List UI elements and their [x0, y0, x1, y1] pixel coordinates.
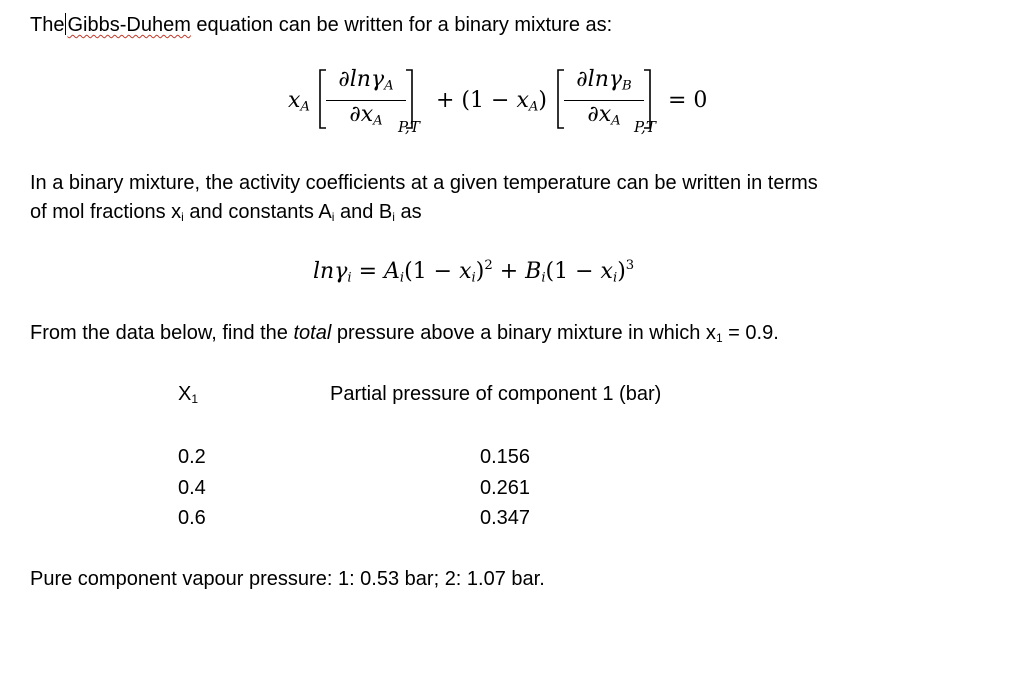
table-cell: 0.6 — [178, 507, 206, 529]
intro-paragraph[interactable] — [30, 11, 612, 39]
table-header-partial-pressure: Partial pressure of component 1 (bar) — [330, 383, 662, 405]
table-cell: 0.261 — [480, 476, 531, 499]
intro-rest: equation can be written for a binary mixture as: — [190, 14, 613, 36]
gibbs-duhem-equation — [0, 60, 1024, 145]
frac1: ∂lnγ$_A$ $\partial x_A$ — [326, 66, 406, 136]
table-cell: 0.156 — [480, 446, 531, 468]
table-header-x1: $X_1$ — [178, 383, 199, 406]
eq-xa: $x_A$ — [288, 88, 310, 115]
frac2: ∂lnγ$_B$ $\partial x_A$ — [564, 66, 644, 136]
eq-middle: + $(1 - x_A)$ — [436, 88, 547, 115]
pt-subscript-2: P,T — [634, 118, 656, 136]
emphasis-total: total — [293, 322, 332, 344]
intro-word-the: The — [30, 14, 65, 36]
table-cell: 0.2 — [178, 446, 206, 468]
eq-rhs: = 0 — [668, 88, 708, 113]
activity-paragraph-line1[interactable]: In a binary mixture, the activity coefficients at a given temperature can be written in terms — [30, 172, 818, 194]
question-paragraph[interactable]: From the data below, find the total pressure above a binary mixture in which $x_1 = 0.9$. — [30, 322, 779, 345]
table-column-x1 — [178, 442, 206, 534]
pt-subscript-1: P,T — [398, 118, 420, 136]
table-cell: 0.4 — [178, 476, 206, 499]
activity-equation: $\ln\gamma_i = A_i(1 - x_i)^2 + B_i(1 - x_i)^3$ — [313, 258, 635, 286]
table-column-partial-pressure — [480, 442, 530, 534]
vapour-pressure-paragraph[interactable]: Pure component vapour pressure: 1: 0.53 bar; 2: 1.07 bar. — [30, 568, 545, 590]
table-cell: 0.347 — [480, 507, 531, 529]
activity-paragraph-line2[interactable]: of mol fractions $x_i$ and constants $A_i$ and $B_i$ as — [30, 201, 422, 224]
spellcheck-underlined-word[interactable]: Gibbs-Duhem — [67, 14, 191, 36]
